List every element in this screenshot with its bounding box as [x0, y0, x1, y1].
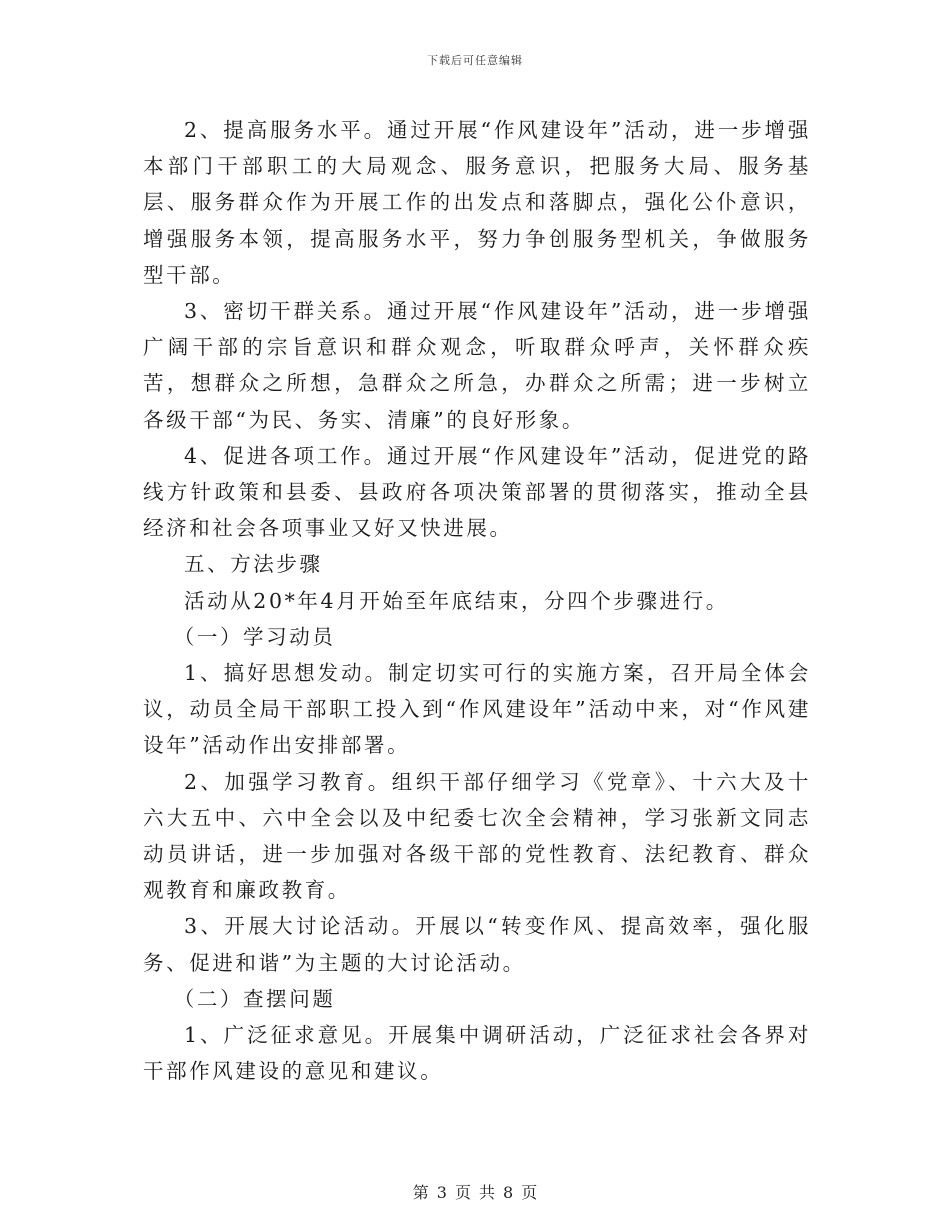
paragraph-discussion: 3、开展大讨论活动。开展以“转变作风、提高效率，强化服务、促进和谐”为主题的大讨论活动。 [143, 914, 811, 975]
paragraph-timeline: 活动从20*年4月开始至年底结束，分四个步骤进行。 [184, 588, 729, 613]
footer-word-ye: 页 [454, 1183, 471, 1202]
footer-page-number: 3 [436, 1183, 447, 1202]
paragraph-cadre-relations: 3、密切干群关系。通过开展“作风建设年”活动，进一步增强广阔干部的宗旨意识和群众观念，听取群众呼声，关怀群众疾苦，想群众之所想，急群众之所急，办群众之所需；进一步树立各级干部“为民、务实、清廉”的良好形象。 [143, 299, 811, 432]
footer-total-pages: 8 [503, 1183, 514, 1202]
paragraph-solicit-opinions: 1、广泛征求意见。开展集中调研活动，广泛征求社会各界对干部作风建设的意见和建议。 [143, 1023, 811, 1084]
footer-word-di: 第 [412, 1183, 429, 1202]
paragraph-study-education: 2、加强学习教育。组织干部仔细学习《党章》、十六大及十六大五中、六中全会以及中纪委七次全会精神，学习张新文同志动员讲话，进一步加强对各级干部的党性教育、法纪教育、群众观教育和廉政教育。 [143, 769, 811, 903]
paragraph-promote-work: 4、促进各项工作。通过开展“作风建设年”活动，促进党的路线方针政策和县委、县政府各项决策部署的贯彻落实，推动全县经济和社会各项事业又好又快进展。 [143, 443, 811, 541]
subheading-find-problems: （二）查摆问题 [173, 986, 336, 1011]
footer-word-ye2: 页 [521, 1183, 538, 1202]
header-note: 下载后可任意编辑 [427, 54, 523, 67]
subheading-study-mobilize: （一）学习动员 [173, 624, 336, 649]
paragraph-mobilization: 1、搞好思想发动。制定切实可行的实施方案，召开局全体会议，动员全局干部职工投入到“作风建设年”活动中来，对“作风建设年”活动作出安排部署。 [143, 661, 811, 758]
paragraph-improve-service: 2、提高服务水平。通过开展“作风建设年”活动，进一步增强本部门干部职工的大局观念、服务意识，把服务大局、服务基层、服务群众作为开展工作的出发点和落脚点，强化公仆意识，增强服务本领，提高服务水平，努力争创服务型机关，争做服务型干部。 [143, 118, 811, 287]
document-body [143, 112, 811, 1089]
footer-word-gong: 共 [479, 1183, 496, 1202]
page-footer [0, 1180, 950, 1203]
section-heading-methods: 五、方法步骤 [184, 552, 323, 577]
